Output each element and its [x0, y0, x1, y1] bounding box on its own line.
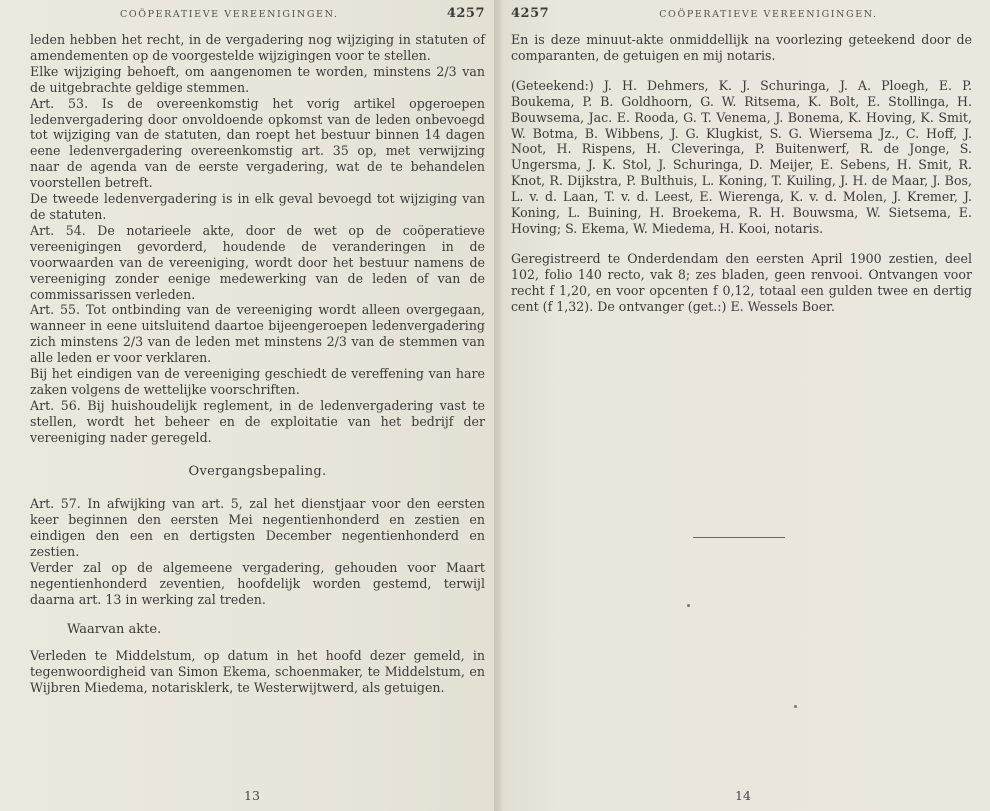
left-paragraph: Elke wijziging behoeft, om aangenomen te worden, minstens 2/3 van de uitgebrachte geldige stemmen. — [30, 63, 485, 95]
right-page — [497, 0, 990, 811]
registration-paragraph: Geregistreerd te Onderdendam den eersten April 1900 zestien, deel 102, folio 140 recto, vak 8; zes bladen, geen renvooi. Ontvangen voor recht f 1,20, en voor opcenten f 0,12, totaal een gulden twee en dertig cent (f 1,32). De ontvanger (get.:) E. Wessels Boer. — [511, 250, 972, 314]
left-header-title: COÖPERATIEVE VEREENIGINGEN. — [120, 9, 339, 20]
speck — [687, 604, 690, 607]
left-page-header — [30, 6, 485, 32]
left-paragraph: Verder zal op de algemeene vergadering, gehouden voor Maart negentienhonderd zeventien, hoofdelijk worden gestemd, terwijl daarna art. 13 in werking zal treden. — [30, 560, 485, 607]
left-paragraph: Art. 55. Tot ontbinding van de vereeniging wordt alleen overgegaan, wanneer in eene uitsluitend daartoe bijeengeroepen ledenvergadering zich minstens 2/3 van de leden met minstens 2/3 van de stemmen van alle leden er voor verklaren. — [30, 302, 485, 366]
left-paragraph: Art. 53. Is de overeenkomstig het vorig artikel opgeroepen ledenvergadering door onvoldoende opkomst van de leden onbevoegd tot wijziging van de statuten, dan roept het bestuur binnen 14 dagen eene ledenvergadering overeenkomstig art. 35 op, met verwijzing naar de agenda van de eerste vergadering, wat de te behandelen voorstellen betreft. — [30, 95, 485, 191]
left-paragraph: Bij het eindigen van de vereeniging geschiedt de vereffening van hare zaken volgens de wettelijke voorschriften. — [30, 366, 485, 397]
speck — [794, 705, 797, 708]
signatories-paragraph: (Geteekend:) J. H. Dehmers, K. J. Schuringa, J. A. Ploegh, E. P. Boukema, P. B. Goldhoorn, G. W. Ritsema, K. Bolt, E. Stollinga, H. Bouwsema, Jac. E. Rooda, G. T. Venema, J. Bonema, K. Hoving, K. Smit, W. Botma, B. Wibbens, J. G. Klugkist, S. G. Wiersema Jz., C. Hoff, J. Noot, H. Rispens, H. Cleveringa, P. Buitenwerf, R. de Jonge, S. Ungersma, J. K. Stol, J. Schuringa, D. Meijer, E. Sebens, H. Smit, R. Knot, R. Dijkstra, P. Bulthuis, L. Koning, T. Kuiling, J. H. de Maar, J. Bos, L. v. d. Laan, T. v. d. Leest, E. Wierenga, K. v. d. Molen, J. Kremer, J. Koning, L. Buining, H. Broekema, R. H. Bouwsma, W. Sietsema, E. Hoving; S. Ekema, W. Miedema, H. Kooi, notaris. — [511, 77, 972, 236]
end-rule — [693, 537, 785, 538]
right-paragraph-1: En is deze minuut-akte onmiddellijk na voorlezing geteekend door de comparanten, de getuigen en mij notaris. — [511, 32, 972, 63]
left-paragraph: De tweede ledenvergadering is in elk geval bevoegd tot wijziging van de statuten. — [30, 191, 485, 222]
left-body-text — [30, 32, 485, 695]
section-heading: Overgangsbepaling. — [188, 463, 327, 479]
closing-heading: Waarvan akte. — [67, 621, 162, 637]
right-header-title: COÖPERATIEVE VEREENIGINGEN. — [659, 9, 878, 20]
right-footer-number: 14 — [735, 788, 751, 803]
right-page-header — [511, 6, 972, 32]
left-paragraph: leden hebben het recht, in de vergadering nog wijziging in statuten of amendementen op de voorgestelde wijzigingen voor te stellen. — [30, 32, 485, 63]
right-page-number: 4257 — [511, 6, 550, 21]
left-footer-number: 13 — [244, 788, 260, 803]
left-page-number: 4257 — [446, 6, 485, 21]
left-paragraph: Art. 57. In afwijking van art. 5, zal het dienstjaar voor den eersten keer beginnen den eersten Mei negentienhonderd en zestien en eindigen den een en dertigsten December negentienhonderd en zestien. — [30, 496, 485, 560]
left-paragraph: Art. 56. Bij huishoudelijk reglement, in de ledenvergadering vast te stellen, wordt het beheer en de exploitatie van het bedrijf der vereeniging nader geregeld. — [30, 397, 485, 445]
page-gutter — [494, 0, 502, 811]
left-paragraph: Art. 54. De notarieele akte, door de wet op de coöperatieve vereenigingen gevorderd, houdende de veranderingen in de voorwaarden van de vereeniging, wordt door het bestuur namens de vereeniging zonder eenige medewerking van de leden of van de commissarissen verleden. — [30, 222, 485, 302]
closing-paragraph: Verleden te Middelstum, op datum in het hoofd dezer gemeld, in tegenwoordigheid van Simon Ekema, schoenmaker, te Middelstum, en Wijbren Miedema, notarisklerk, te Westerwijtwerd, als getuigen. — [30, 647, 485, 695]
